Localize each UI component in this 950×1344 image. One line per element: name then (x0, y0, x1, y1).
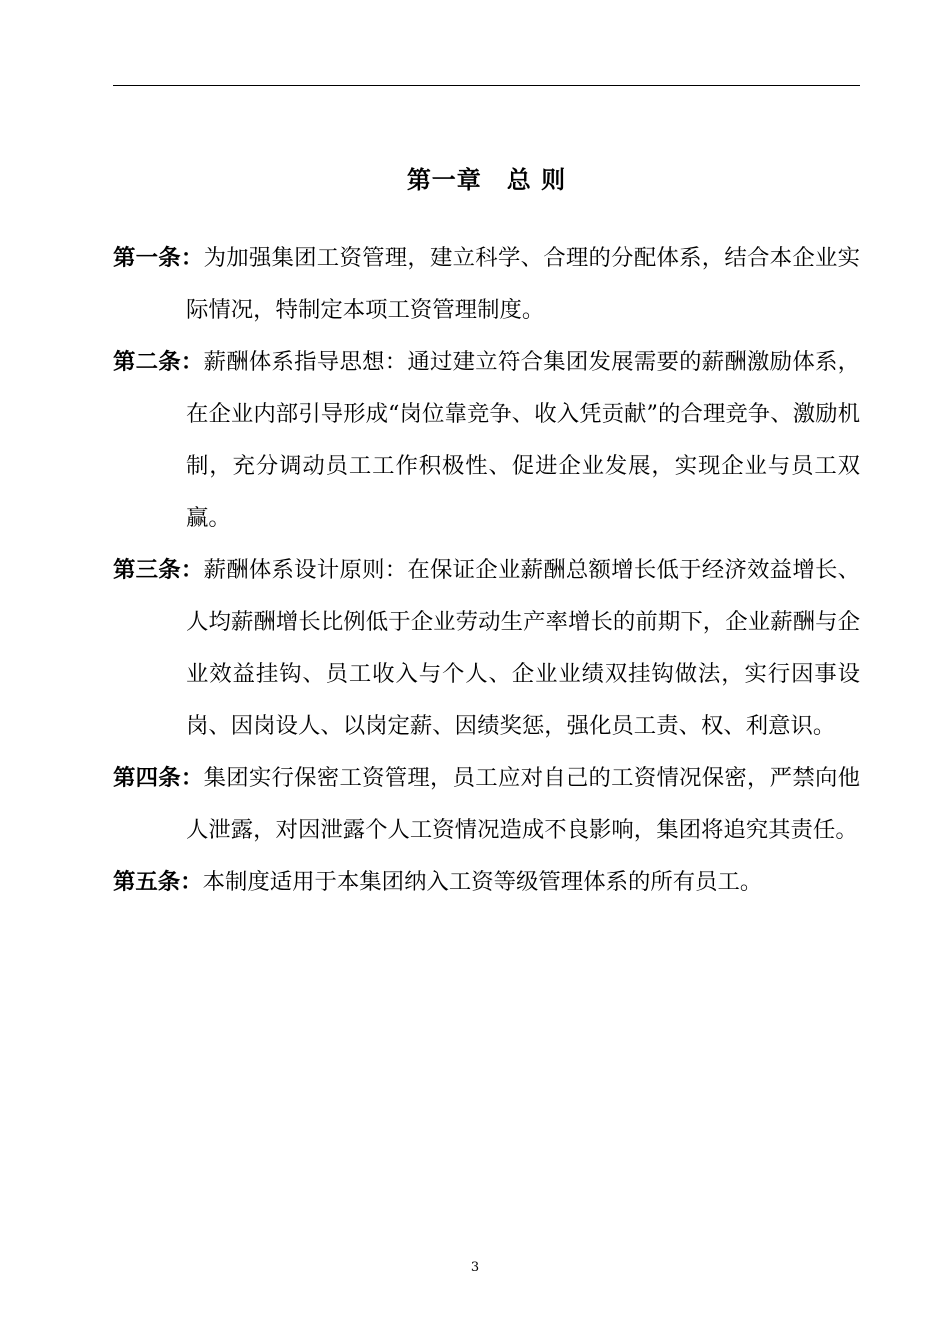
document-body (113, 232, 860, 908)
article-text: 本制度适用于本集团纳入工资等级管理体系的所有员工。 (202, 869, 763, 895)
article-5 (113, 856, 860, 908)
article-text: 为加强集团工资管理，建立科学、合理的分配体系，结合本企业实际情况，特制定本项工资管理制度。 (186, 245, 861, 323)
article-text: 集团实行保密工资管理，员工应对自己的工资情况保密，严禁向他人泄露，对因泄露个人工资情况造成不良影响，集团将追究其责任。 (186, 765, 861, 843)
header-rule (113, 85, 860, 86)
page-number: 3 (470, 1260, 480, 1275)
article-2 (113, 336, 860, 544)
article-label: 第五条： (113, 869, 203, 895)
article-4 (113, 752, 860, 856)
article-label: 第二条： (113, 349, 204, 375)
article-label: 第四条： (113, 765, 204, 791)
article-1 (113, 232, 860, 336)
article-text: 薪酬体系设计原则：在保证企业薪酬总额增长低于经济效益增长、人均薪酬增长比例低于企业劳动生产率增长的前期下，企业薪酬与企业效益挂钩、员工收入与个人、企业业绩双挂钩做法，实行因事设岗、因岗设人、以岗定薪、因绩奖惩，强化员工责、权、利意识。 (186, 557, 861, 739)
article-text: 薪酬体系指导思想：通过建立符合集团发展需要的薪酬激励体系，在企业内部引导形成“岗位靠竞争、收入凭贡献”的合理竞争、激励机制，充分调动员工工作积极性、促进企业发展，实现企业与员工双赢。 (186, 349, 861, 531)
chapter-title: 第一章 总 则 (406, 166, 567, 194)
article-label: 第三条： (113, 557, 204, 583)
article-3 (113, 544, 860, 752)
article-label: 第一条： (113, 245, 204, 271)
